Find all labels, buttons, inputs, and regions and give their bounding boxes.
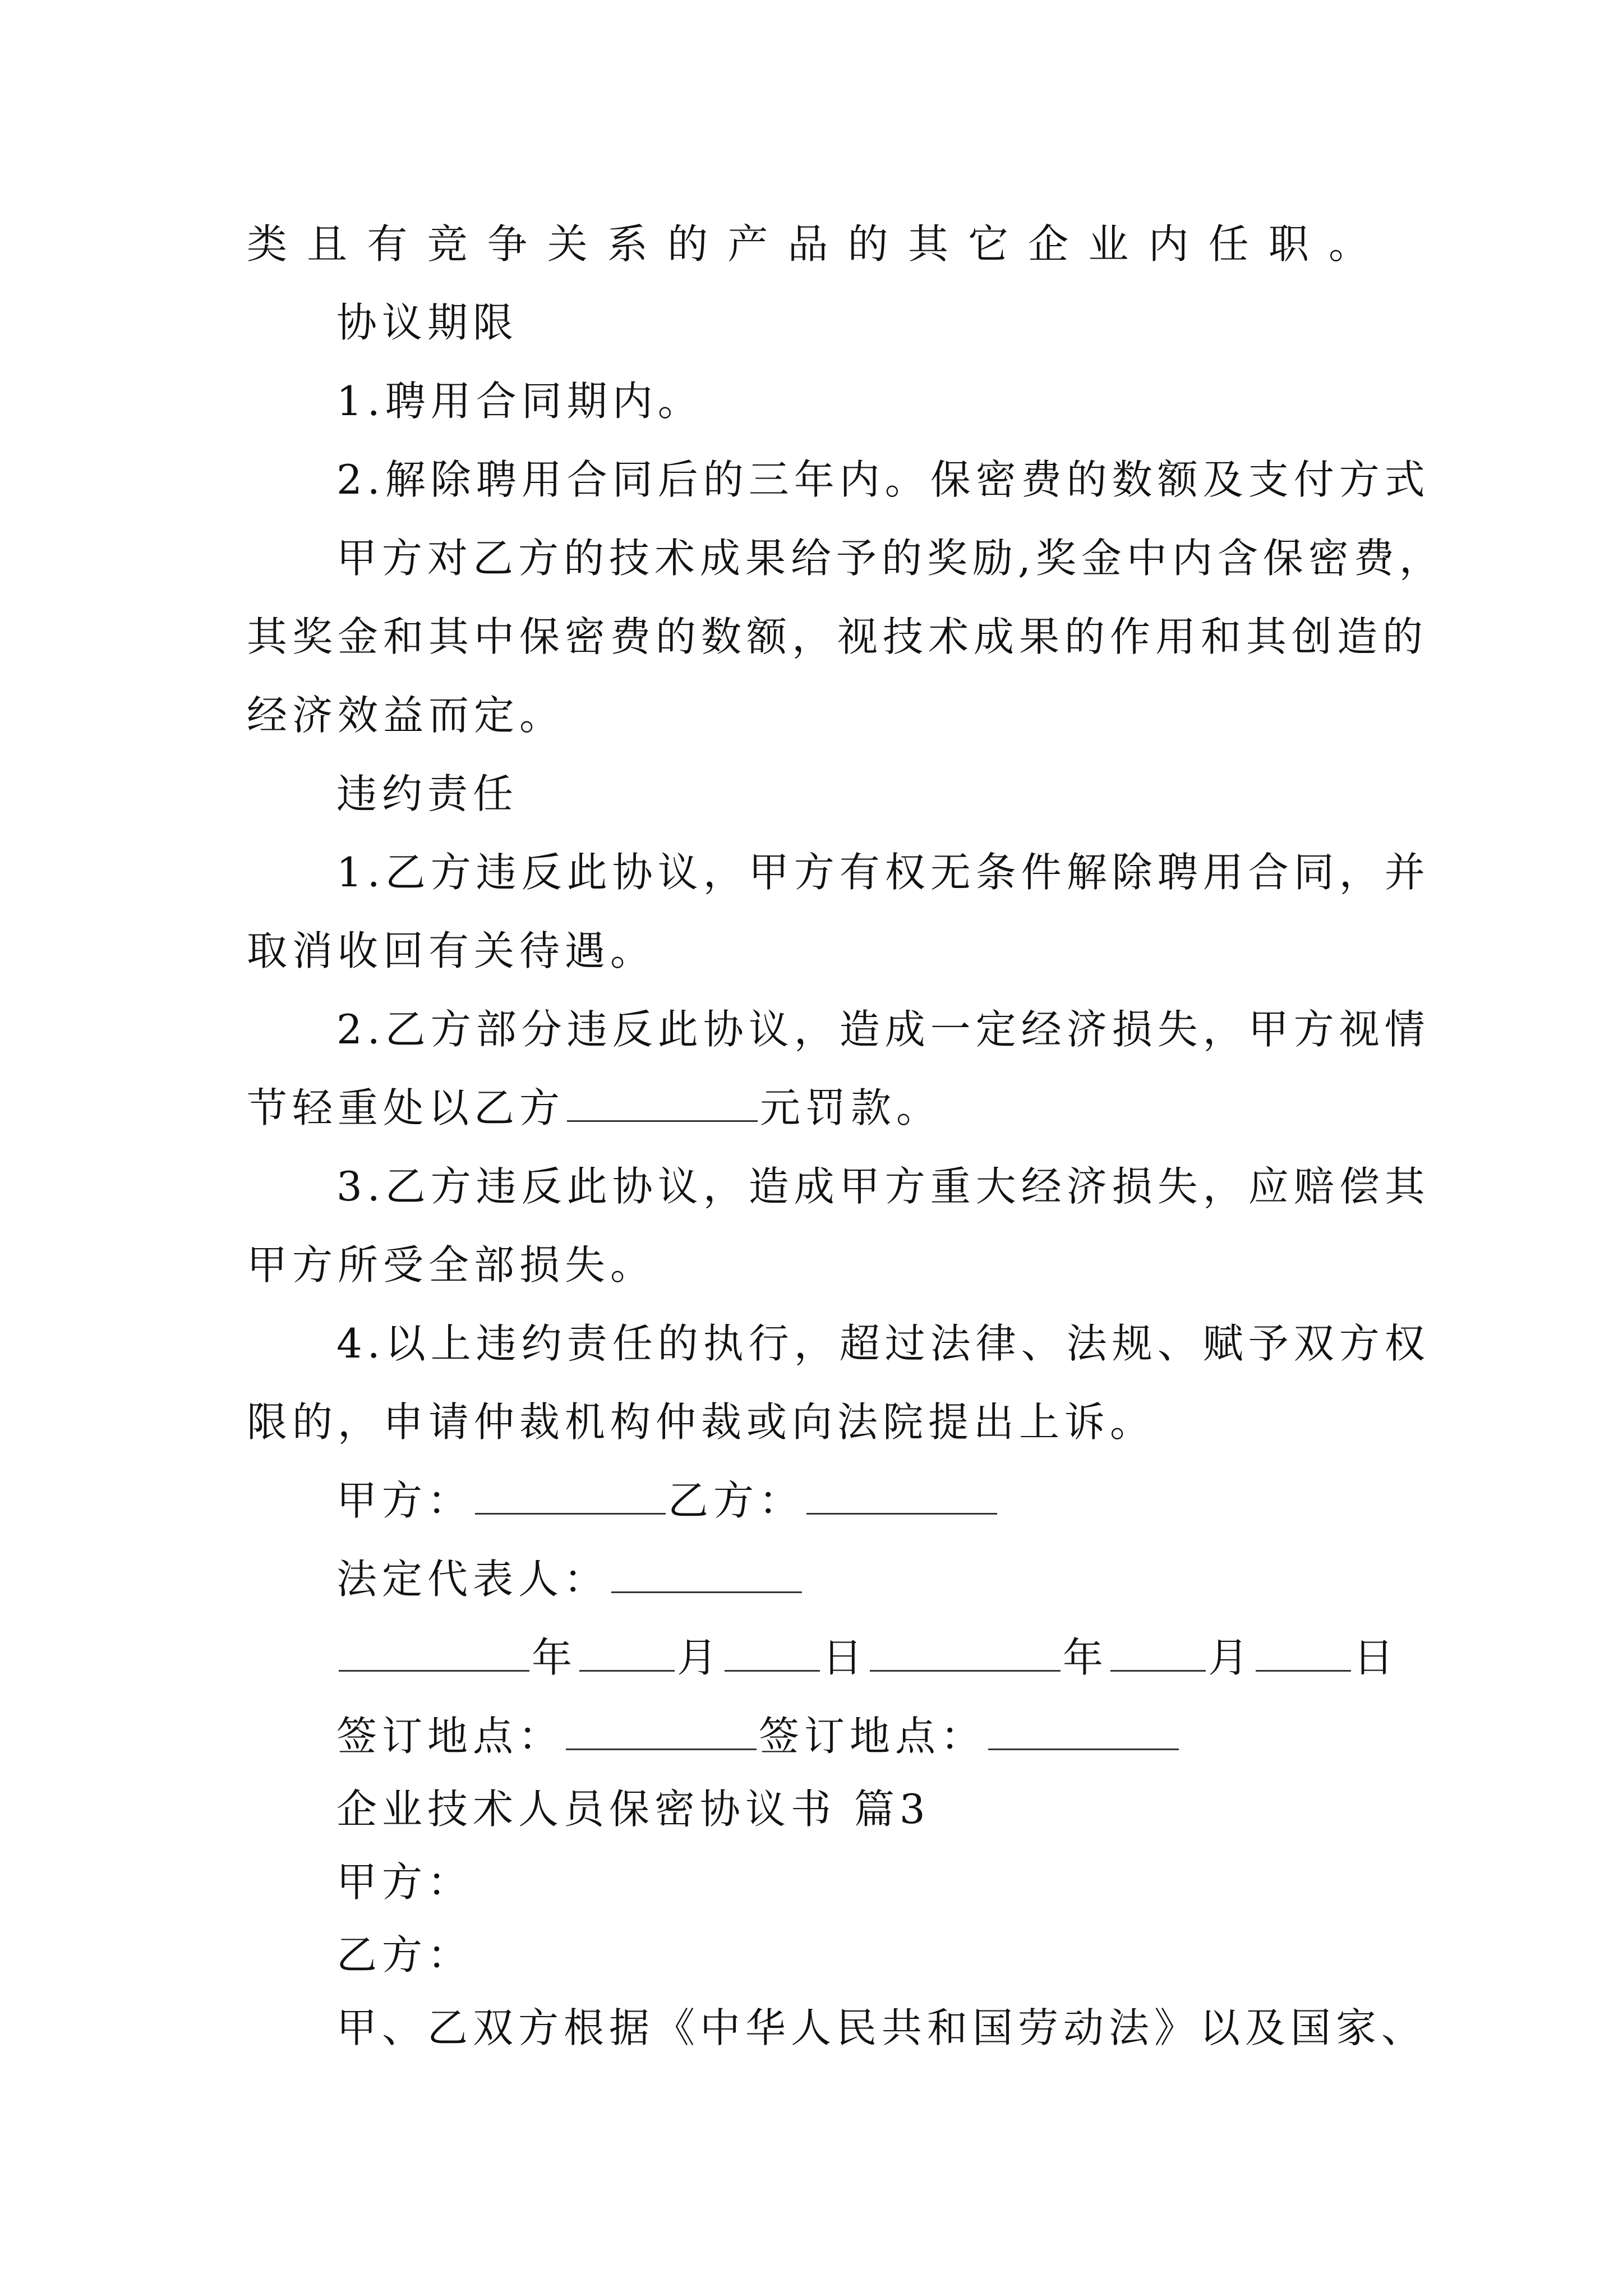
party-a-label: 甲方： bbox=[336, 1477, 473, 1524]
list-item: 2.乙方部分违反此协议，造成一定经济损失，甲方视情 bbox=[336, 1006, 1430, 1053]
paragraph-line: 其奖金和其中保密费的数额，视技术成果的作用和其创造的 bbox=[247, 613, 1428, 660]
year-blank-a[interactable] bbox=[339, 1630, 529, 1672]
signing-place-label-a: 签订地点： bbox=[336, 1713, 564, 1760]
month-blank-a[interactable] bbox=[579, 1630, 675, 1672]
fine-text-after: 元罚款。 bbox=[760, 1084, 942, 1131]
month-blank-b[interactable] bbox=[1110, 1630, 1206, 1672]
party-b-label: 乙方： bbox=[668, 1477, 805, 1524]
month-label: 月 bbox=[677, 1634, 723, 1681]
day-label: 日 bbox=[822, 1634, 868, 1681]
list-item: 3.乙方违反此协议，造成甲方重大经济损失，应赔偿其 bbox=[336, 1163, 1430, 1210]
fine-line bbox=[247, 1080, 942, 1136]
paragraph-line: 经济效益而定。 bbox=[247, 692, 565, 739]
paragraph-line: 甲方对乙方的技术成果给予的奖励,奖金中内含保密费， bbox=[336, 535, 1445, 582]
section-heading-term: 协议期限 bbox=[336, 299, 519, 346]
date-line bbox=[336, 1630, 1399, 1686]
legal-rep-line bbox=[336, 1551, 804, 1607]
signing-place-blank-b[interactable] bbox=[988, 1708, 1179, 1750]
paragraph-line: 甲方所受全部损失。 bbox=[247, 1241, 656, 1289]
paragraph-line: 甲、乙双方根据《中华人民共和国劳动法》以及国家、 bbox=[336, 2004, 1427, 2051]
party-b-blank[interactable] bbox=[806, 1473, 997, 1515]
list-item: 1.聘用合同期内。 bbox=[336, 378, 703, 425]
party-signature-line bbox=[336, 1473, 999, 1529]
party-a-heading: 甲方： bbox=[336, 1858, 473, 1906]
year-label: 年 bbox=[1063, 1634, 1109, 1681]
list-item: 1.乙方违反此协议，甲方有权无条件解除聘用合同，并 bbox=[336, 849, 1430, 896]
fine-amount-blank[interactable] bbox=[567, 1080, 758, 1122]
section-title: 企业技术人员保密协议书 篇3 bbox=[336, 1786, 930, 1833]
signing-place-line bbox=[336, 1708, 1181, 1764]
day-blank-b[interactable] bbox=[1256, 1630, 1351, 1672]
paragraph-line: 取消收回有关待遇。 bbox=[247, 927, 656, 974]
fine-text-before: 节轻重处以乙方 bbox=[247, 1084, 565, 1131]
party-a-blank[interactable] bbox=[475, 1473, 666, 1515]
legal-rep-blank[interactable] bbox=[611, 1551, 802, 1593]
signing-place-label-b: 签订地点： bbox=[759, 1713, 986, 1760]
list-item: 4.以上违约责任的执行，超过法律、法规、赋予双方权 bbox=[336, 1320, 1430, 1367]
party-b-heading: 乙方： bbox=[336, 1931, 473, 1978]
day-blank-a[interactable] bbox=[725, 1630, 820, 1672]
month-label: 月 bbox=[1208, 1634, 1254, 1681]
paragraph-line: 限的，申请仲裁机构仲裁或向法院提出上诉。 bbox=[247, 1398, 1156, 1446]
legal-rep-label: 法定代表人： bbox=[336, 1556, 610, 1603]
day-label: 日 bbox=[1353, 1634, 1399, 1681]
year-label: 年 bbox=[532, 1634, 578, 1681]
year-blank-b[interactable] bbox=[870, 1630, 1061, 1672]
signing-place-blank-a[interactable] bbox=[566, 1708, 757, 1750]
section-heading-liability: 违约责任 bbox=[336, 770, 519, 817]
paragraph-line: 类且有竞争关系的产品的其它企业内任职。 bbox=[247, 220, 1374, 268]
list-item: 2.解除聘用合同后的三年内。保密费的数额及支付方式 bbox=[336, 456, 1430, 503]
